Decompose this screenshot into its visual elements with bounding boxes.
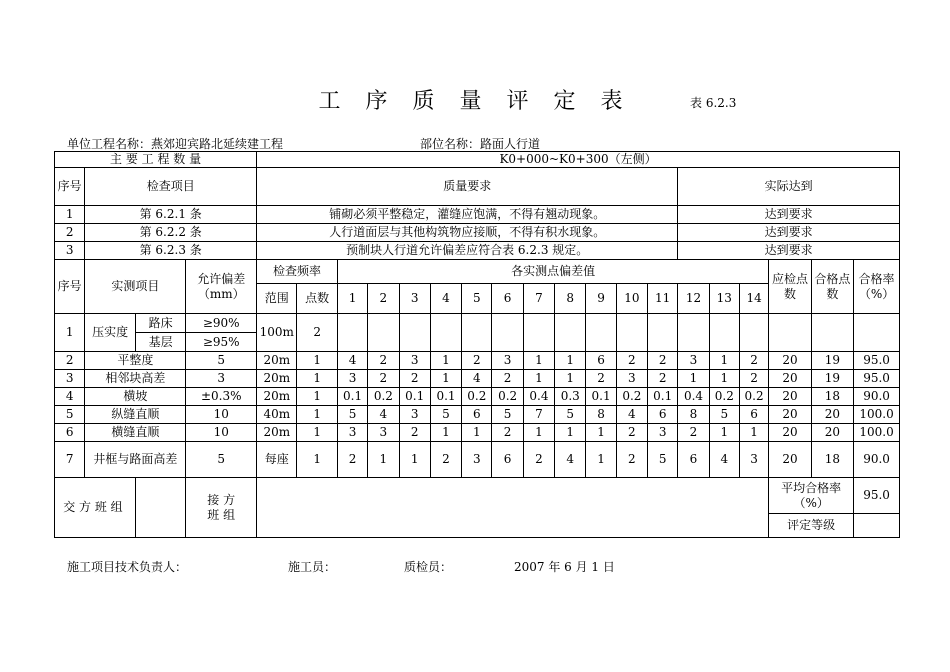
measure-tolerance: 10 [186,424,257,442]
table-number: 表 6.2.3 [690,96,737,110]
freq-header: 检查频率 [257,260,338,284]
deviation-value: 1 [709,424,739,442]
pass-rate-header: 合格率（%） [854,260,900,314]
deviation-value: 2 [616,352,647,370]
compaction-deviation-cell [586,314,616,352]
deviation-value: 1 [586,442,616,478]
deviation-value: 0.2 [739,388,768,406]
deviation-value: 6 [648,406,678,424]
deviation-value: 2 [648,370,678,388]
deviation-value: 1 [739,424,768,442]
measure-points: 1 [297,406,337,424]
deviation-value: 0.1 [586,388,616,406]
deviation-value: 0.1 [399,388,430,406]
deviation-col-header: 2 [368,284,399,314]
deviation-value: 0.4 [523,388,554,406]
check-item: 第 6.2.2 条 [85,224,257,242]
deviation-value: 2 [368,352,399,370]
measure-item: 纵缝直顺 [85,406,186,424]
deviation-header: 各实测点偏差值 [337,260,768,284]
deviation-value: 5 [648,442,678,478]
deviation-value: 3 [678,352,709,370]
compaction-deviation-cell [555,314,586,352]
measure-range: 40m [257,406,297,424]
points-header: 点数 [297,284,337,314]
check-seq: 3 [55,242,85,260]
check-count: 20 [769,424,811,442]
deviation-col-header: 1 [337,284,367,314]
deviation-value: 3 [337,370,367,388]
deviation-value: 4 [709,442,739,478]
quality-req-header: 质量要求 [257,168,678,206]
deviation-value: 1 [462,424,492,442]
deviation-value: 1 [709,352,739,370]
check-count: 20 [769,388,811,406]
deviation-value: 1 [678,370,709,388]
deviation-value: 2 [399,424,430,442]
deviation-value: 2 [399,370,430,388]
check-req: 预制块人行道允许偏差应符合表 6.2.3 规定。 [257,242,678,260]
check-actual: 达到要求 [678,242,900,260]
check-row [55,206,900,224]
deviation-value: 3 [368,424,399,442]
check-req: 铺砌必须平整稳定，灌缝应饱满，不得有翘动现象。 [257,206,678,224]
tolerance-header: 允许偏差（mm） [186,260,257,314]
check-count: 20 [769,370,811,388]
deviation-value: 0.4 [678,388,709,406]
measure-points: 1 [297,352,337,370]
main-quantity-label: 主 要 工 程 数 量 [55,152,257,168]
deviation-value: 2 [586,370,616,388]
deviation-col-header: 14 [739,284,768,314]
deviation-value: 5 [430,406,461,424]
avg-rate-label: 平均合格率（%） [769,478,854,514]
deviation-col-header: 3 [399,284,430,314]
measure-item: 横缝直顺 [85,424,186,442]
deviation-value: 6 [492,442,523,478]
deviation-value: 3 [399,406,430,424]
deviation-value: 6 [739,406,768,424]
compaction-points: 2 [297,314,337,352]
check-count: 20 [769,352,811,370]
deviation-value: 3 [616,370,647,388]
deviation-value: 1 [586,424,616,442]
deviation-value: 2 [739,370,768,388]
deviation-col-header: 6 [492,284,523,314]
check-req: 人行道面层与其他构筑物应接顺，不得有积水现象。 [257,224,678,242]
quality-table [54,151,900,538]
check-item: 第 6.2.3 条 [85,242,257,260]
compaction-deviation-cell [709,314,739,352]
compaction-seq: 1 [55,314,85,352]
deviation-col-header: 12 [678,284,709,314]
measure-row [55,424,900,442]
deviation-col-header: 10 [616,284,647,314]
compaction-deviation-cell [616,314,647,352]
deviation-value: 4 [462,370,492,388]
check-count-header: 应检点数 [769,260,811,314]
compaction-deviation-cell [678,314,709,352]
pass-rate: 100.0 [854,424,900,442]
measure-seq: 5 [55,406,85,424]
deviation-value: 4 [555,442,586,478]
compaction-deviation-cell [399,314,430,352]
compaction-label: 压实度 [85,314,136,352]
measure-range: 20m [257,370,297,388]
deviation-value: 1 [430,370,461,388]
compaction-row [55,314,900,333]
deviation-value: 0.2 [368,388,399,406]
receiver-signature [257,478,769,538]
deviation-value: 2 [462,352,492,370]
measure-points: 1 [297,424,337,442]
measure-rows [55,352,900,478]
deviation-value: 8 [586,406,616,424]
measure-seq-header: 序号 [55,260,85,314]
measure-tolerance: 5 [186,352,257,370]
measure-tolerance: 5 [186,442,257,478]
deviation-value: 4 [368,406,399,424]
deviation-value: 7 [523,406,554,424]
deviation-col-header: 7 [523,284,554,314]
pass-count: 19 [811,352,853,370]
deviation-col-header: 4 [430,284,461,314]
check-item-header: 检查项目 [85,168,257,206]
measure-item-header: 实测项目 [85,260,186,314]
receiver-team: 接 方 班 组 [186,478,257,538]
inspection-date: 2007 年 6 月 1 日 [514,560,615,574]
deviation-value: 3 [399,352,430,370]
deviation-value: 1 [399,442,430,478]
pass-rate: 95.0 [854,352,900,370]
pass-count: 18 [811,442,853,478]
measure-row [55,406,900,424]
deviation-value: 6 [678,442,709,478]
deviation-value: 2 [492,424,523,442]
compaction-deviation-cell [492,314,523,352]
deviation-value: 1 [430,424,461,442]
deviation-value: 0.2 [492,388,523,406]
deviation-value: 1 [709,370,739,388]
pass-rate: 90.0 [854,442,900,478]
avg-rate-value: 95.0 [854,478,900,514]
compaction-range: 100m [257,314,297,352]
deviation-value: 0.1 [430,388,461,406]
deviation-value: 3 [492,352,523,370]
deviation-value: 0.2 [709,388,739,406]
deviation-value: 0.2 [462,388,492,406]
deviation-col-header: 13 [709,284,739,314]
deviation-value: 2 [337,442,367,478]
compaction-pass-rate [854,314,900,352]
deviation-value: 4 [616,406,647,424]
compaction-deviation-cell [739,314,768,352]
deviation-value: 5 [555,406,586,424]
check-header-row [55,168,900,206]
compaction-sub-name: 路床 [135,314,186,333]
measure-points: 1 [297,442,337,478]
check-seq: 1 [55,206,85,224]
deviation-value: 0.1 [337,388,367,406]
summary-row [55,478,900,514]
pass-count-header: 合格点数 [811,260,853,314]
handover-signature [135,478,186,538]
compaction-sub-name: 基层 [135,333,186,352]
grade-value [854,514,900,538]
measure-range: 每座 [257,442,297,478]
measure-seq: 7 [55,442,85,478]
deviation-value: 0.1 [648,388,678,406]
actual-header: 实际达到 [678,168,900,206]
measure-range: 20m [257,424,297,442]
compaction-sub-tol: ≥90% [186,314,257,333]
pass-count: 18 [811,388,853,406]
deviation-value: 3 [648,424,678,442]
check-count: 20 [769,406,811,424]
deviation-value: 1 [523,352,554,370]
measure-item: 井框与路面高差 [85,442,186,478]
measure-row [55,442,900,478]
check-count: 20 [769,442,811,478]
pass-rate: 100.0 [854,406,900,424]
pass-rate: 95.0 [854,370,900,388]
compaction-check-count [769,314,811,352]
measure-seq: 3 [55,370,85,388]
measure-row [55,388,900,406]
deviation-value: 3 [337,424,367,442]
part-name: 部位名称：路面人行道 [420,137,541,151]
pass-rate: 90.0 [854,388,900,406]
deviation-value: 5 [492,406,523,424]
deviation-value: 0.2 [616,388,647,406]
handover-team: 交 方 班 组 [55,478,136,538]
deviation-value: 2 [648,352,678,370]
measure-seq: 2 [55,352,85,370]
deviation-value: 5 [337,406,367,424]
deviation-value: 1 [523,424,554,442]
check-actual: 达到要求 [678,224,900,242]
check-actual: 达到要求 [678,206,900,224]
measure-item: 相邻块高差 [85,370,186,388]
deviation-value: 6 [586,352,616,370]
deviation-value: 1 [368,442,399,478]
compaction-deviation-cell [368,314,399,352]
measure-header-row [55,260,900,284]
measure-tolerance: ±0.3% [186,388,257,406]
deviation-value: 2 [739,352,768,370]
pass-count: 19 [811,370,853,388]
measure-row [55,370,900,388]
deviation-value: 1 [523,370,554,388]
main-quantity-value: K0+000~K0+300（左侧） [257,152,900,168]
compaction-deviation-cell [462,314,492,352]
grade-label: 评定等级 [769,514,854,538]
tech-lead-signature: 施工项目技术负责人： [67,560,188,574]
check-seq: 2 [55,224,85,242]
deviation-value: 4 [337,352,367,370]
page-title: 工 序 质 量 评 定 表 [318,89,632,114]
worker-signature: 施工员： [288,560,337,574]
main-quantity-row [55,152,900,168]
seq-header: 序号 [55,168,85,206]
unit-project-name: 单位工程名称：燕郊迎宾路北延续建工程 [67,137,284,151]
measure-tolerance: 3 [186,370,257,388]
compaction-sub-tol: ≥95% [186,333,257,352]
range-header: 范围 [257,284,297,314]
deviation-value: 2 [616,442,647,478]
compaction-deviation-cell [648,314,678,352]
deviation-col-header: 11 [648,284,678,314]
deviation-value: 6 [462,406,492,424]
measure-range: 20m [257,352,297,370]
deviation-col-header: 8 [555,284,586,314]
deviation-value: 2 [368,370,399,388]
deviation-value: 3 [739,442,768,478]
deviation-value: 2 [678,424,709,442]
check-row [55,242,900,260]
deviation-col-header: 5 [462,284,492,314]
compaction-pass-count [811,314,853,352]
measure-item: 横坡 [85,388,186,406]
measure-seq: 4 [55,388,85,406]
measure-tolerance: 10 [186,406,257,424]
deviation-value: 1 [555,370,586,388]
deviation-value: 0.3 [555,388,586,406]
measure-seq: 6 [55,424,85,442]
measure-row [55,352,900,370]
compaction-deviation-cell [430,314,461,352]
deviation-value: 2 [523,442,554,478]
deviation-col-header: 9 [586,284,616,314]
deviation-value: 1 [430,352,461,370]
deviation-value: 2 [492,370,523,388]
deviation-value: 2 [616,424,647,442]
deviation-value: 3 [462,442,492,478]
deviation-value: 2 [430,442,461,478]
measure-range: 20m [257,388,297,406]
measure-points: 1 [297,370,337,388]
pass-count: 20 [811,406,853,424]
measure-item: 平整度 [85,352,186,370]
inspector-signature: 质检员： [404,560,453,574]
deviation-value: 8 [678,406,709,424]
deviation-value: 1 [555,352,586,370]
compaction-deviation-cell [523,314,554,352]
deviation-value: 1 [555,424,586,442]
check-row [55,224,900,242]
measure-points: 1 [297,388,337,406]
pass-count: 20 [811,424,853,442]
compaction-deviation-cell [337,314,367,352]
deviation-value: 5 [709,406,739,424]
check-item: 第 6.2.1 条 [85,206,257,224]
